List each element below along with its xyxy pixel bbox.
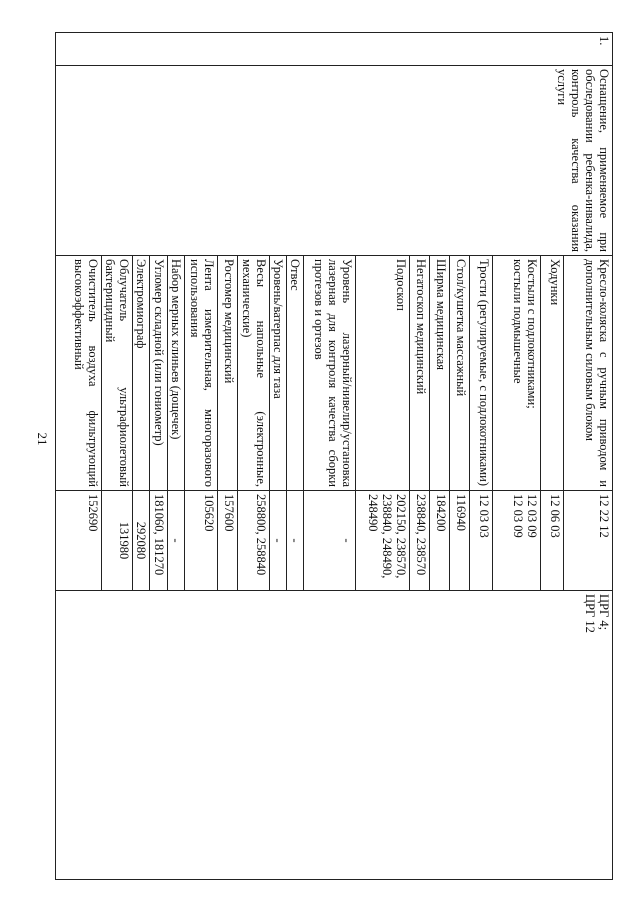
- item-code: 258800, 258840: [237, 491, 269, 591]
- item-code: 292080: [133, 491, 150, 591]
- item-name: Набор мерных клиньев (дощечек): [167, 256, 184, 491]
- item-name: Весы напольные (электронные, механические): [237, 256, 269, 491]
- item-code: 131980: [102, 491, 133, 591]
- item-code: 116940: [450, 491, 470, 591]
- item-code: 105620: [184, 491, 217, 591]
- item-name: Кресло-коляска с ручным приводом и дополнительным силовым блоком: [563, 256, 612, 491]
- item-code: 202150, 238570, 238840, 248490, 248490: [356, 491, 410, 591]
- item-code: 184200: [430, 491, 450, 591]
- item-name: Костыли с подлокотниками; костыли подмышечные: [492, 256, 540, 491]
- item-code: -: [167, 491, 184, 591]
- item-name: Ширма медицинская: [430, 256, 450, 491]
- table-row: [563, 33, 612, 880]
- item-code: -: [286, 491, 303, 591]
- item-name: Облучатель ультрафиолетовый бактерицидный: [102, 256, 133, 491]
- item-code: 12 03 09 12 03 09: [492, 491, 540, 591]
- item-name: Угломер складной (или гониометр): [150, 256, 167, 491]
- item-name: Трости (регулируемые, с подлокотниками): [470, 256, 492, 491]
- section-title-cell: Оснащение, применяемое при обследовании ребенка-инвалида, контроль качества оказания услуги: [56, 66, 613, 256]
- item-name: Уровень/ватерпас для таза: [269, 256, 286, 491]
- item-name: Ходунки: [540, 256, 563, 491]
- item-name: Очиститель воздуха фильтрующий высокоэффективный: [56, 256, 102, 491]
- item-name: Лента измерительная, многоразового использования: [184, 256, 217, 491]
- row-number-cell: 1.: [56, 33, 613, 66]
- item-name: Подоскоп: [356, 256, 410, 491]
- item-code: 12 06 03: [540, 491, 563, 591]
- item-code: -: [303, 491, 355, 591]
- item-code: 12 03 03: [470, 491, 492, 591]
- document-table-rotated: [55, 32, 613, 880]
- item-code: 181060, 181270: [150, 491, 167, 591]
- item-name: Электромиограф: [133, 256, 150, 491]
- equipment-table: [55, 32, 613, 880]
- item-code: -: [269, 491, 286, 591]
- item-name: Отвес: [286, 256, 303, 491]
- item-name: Негатоскоп медицинский: [410, 256, 430, 491]
- target-groups-cell: ЦРГ 4; ЦРГ 12: [56, 591, 613, 880]
- item-code: 152690: [56, 491, 102, 591]
- page-number: 21: [35, 432, 50, 446]
- item-code: 157600: [217, 491, 237, 591]
- item-name: Ростомер медицинский: [217, 256, 237, 491]
- item-code: 12 22 12: [563, 491, 612, 591]
- item-name: Стол/кушетка массажный: [450, 256, 470, 491]
- item-code: 238840, 238570: [410, 491, 430, 591]
- item-name: Уровень лазерный/нивелир/установка лазерная для контроля качества сборки протезов и ортезов: [303, 256, 355, 491]
